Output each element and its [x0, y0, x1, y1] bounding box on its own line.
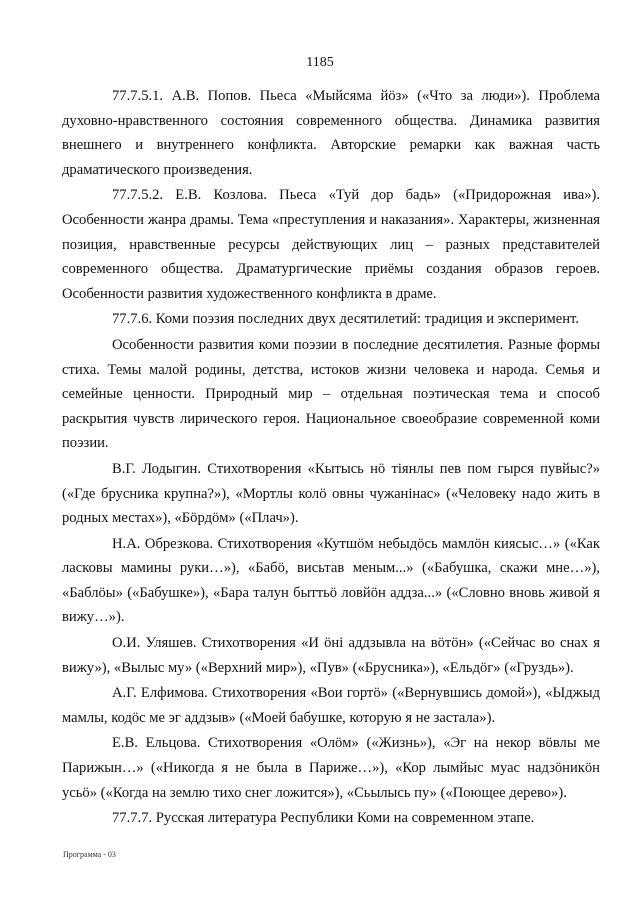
paragraph-ulyashev: О.И. Уляшев. Стихотворения «И öнi аддзывла на вöтöн» («Сейчас во снах я вижу»), «Вылыс му» («Верхний мир»), «Пув» («Брусника»), «Ельдöг» («Груздь»).	[62, 635, 600, 676]
paragraph-elfimova: А.Г. Елфимова. Стихотворения «Вои гортö» («Вернувшись домой»), «Ыджыд мамлы, кодöс ме эг аддзыв» («Моей бабушке, которую я не застала»).	[62, 685, 600, 726]
paragraph-kozlova-play: 77.7.5.2. Е.В. Козлова. Пьеса «Туй дор бадь» («Придорожная ива»). Особенности жанра драмы. Тема «преступления и наказания». Характеры, жизненная позиция, нравственные ресурсы действующих лиц – разных представителей современного общества. Драматургические приёмы создания образов героев. Особенности развития художественного конфликта в драме.	[62, 187, 600, 302]
document-body	[62, 84, 600, 831]
footer-note: Программа - 03	[63, 850, 116, 859]
section-heading-russian-literature: 77.7.7. Русская литература Республики Коми на современном этапе.	[112, 810, 535, 827]
paragraph-lodygin: В.Г. Лодыгин. Стихотворения «Кытысь нö тiянлы пев пом гырся пувйыс?» («Где брусника крупна?»), «Мортлы колö овны чужанiнас» («Человеку надо жить в родных местах»), «Бöрдöм» («Плач»).	[62, 460, 600, 527]
paragraph-popov-play: 77.7.5.1. А.В. Попов. Пьеса «Мыйсяма йöз» («Что за люди»). Проблема духовно-нравственного состояния современного общества. Динамика развития внешнего и внутреннего конфликта. Авторские ремарки как важная часть драматического произведения.	[62, 88, 600, 178]
paragraph-eltsova: Е.В. Ельцова. Стихотворения «Олöм» («Жизнь»), «Эг на некор вöвлы ме Парижын…» («Никогда я не была в Париже…»), «Кор лымйыс муас надзöникöн усьö» («Когда на землю тихо снег ложится»), «Сьылысь пу» («Поющее дерево»).	[62, 735, 600, 801]
page-number: 1185	[306, 55, 334, 70]
paragraph-obrezkova: Н.А. Обрезкова. Стихотворения «Кутшöм небыдöсь мамлöн киясыс…» («Как ласковы мамины руки…»), «Бабö, висьтав меным...» («Бабушка, скажи мне…»), «Баблöы» («Бабушке»), «Бара талун быттьö ловйöн аддза...» («Словно вновь живой я вижу…»).	[62, 535, 600, 626]
paragraph-poetry-features: Особенности развития коми поэзии в последние десятилетия. Разные формы стиха. Темы малой родины, детства, истоков жизни человека и народа. Семья и семейные ценности. Природный мир – отдельная поэтическая тема и способ раскрытия чувств лирического героя. Национальное своеобразие современной коми поэзии.	[62, 336, 600, 452]
section-heading-komi-poetry: 77.7.6. Коми поэзия последних двух десятилетий: традиция и эксперимент.	[112, 311, 579, 328]
